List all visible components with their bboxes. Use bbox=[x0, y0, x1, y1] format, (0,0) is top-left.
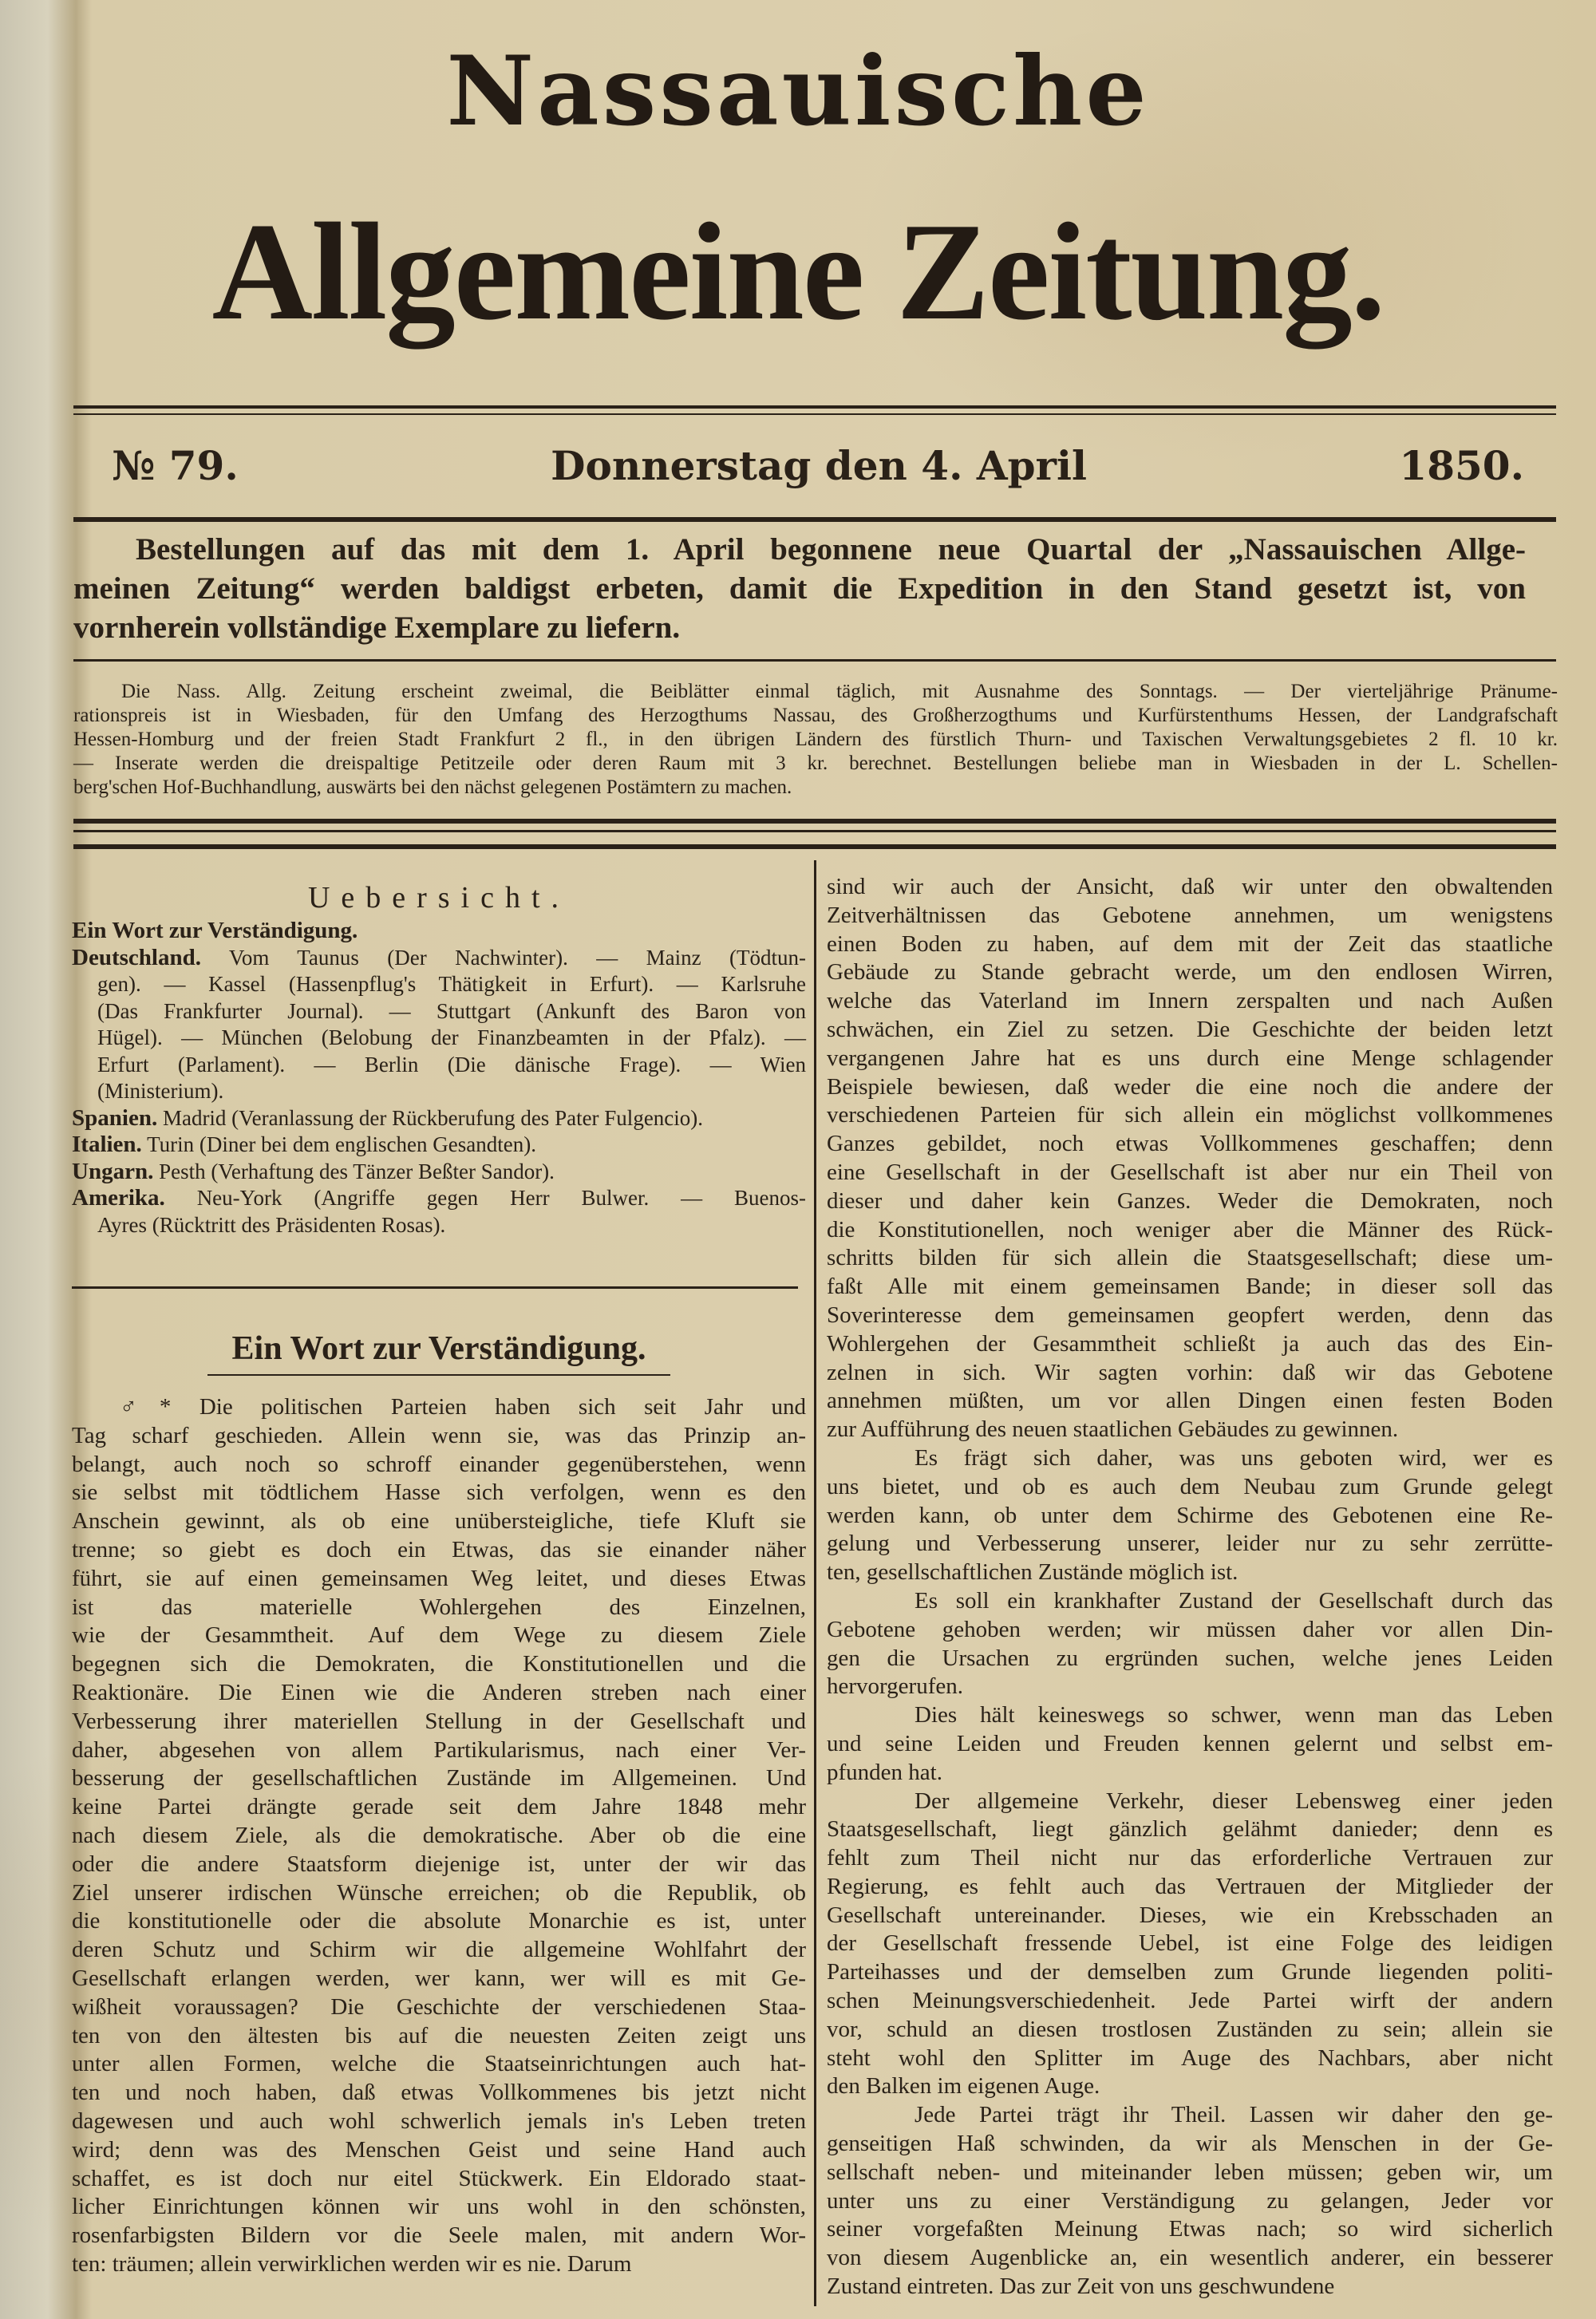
text-line: Ziel unserer irdischen Wünsche erreichen; ob die Republik, ob bbox=[72, 1879, 806, 1906]
text-line: Gesellschaft untereinander. Dieses, wie ein Krebsschaden an bbox=[827, 1902, 1553, 1928]
text-line: dagewesen und auch wohl schwerlich jemals in's Leben treten bbox=[72, 2108, 806, 2134]
text-line: Regierung, es fehlt auch das Vertrauen der Mitglieder der bbox=[827, 1873, 1553, 1899]
text-line: Gebäude zu Stande gebracht werde, um den endlosen Wirren, bbox=[827, 959, 1553, 986]
text-line: schen Meinungsverschiedenheit. Jede Partei wirft der andern bbox=[827, 1988, 1553, 2014]
text-line: unter allen Formen, welche die Staatseinrichtungen auch hat- bbox=[72, 2051, 806, 2077]
masthead-line-1: Nassauische bbox=[446, 35, 1150, 148]
article-headline: Ein Wort zur Verständigung. bbox=[231, 1330, 646, 1367]
overview-entry-text: Pesth (Verhaftung des Tänzer Beßter Sandor). bbox=[159, 1159, 555, 1183]
text-line: den Balken im eigenen Auge. bbox=[827, 2073, 1100, 2100]
text-line: zelnen in sich. Wir sagten vorhin: daß wir das Gebotene bbox=[827, 1359, 1553, 1385]
overview-entry-line bbox=[72, 945, 806, 972]
text-line: führt, sie auf einen gemeinsamen Weg leitet, und dieses Etwas bbox=[72, 1565, 806, 1591]
text-line: Hessen-Homburg und der freien Stadt Frankfurt 2 fl., in den übrigen Ländern des fürstlich Thurn- und Taxischen Verwaltungsgebietes 2 fl. 10 kr. bbox=[73, 729, 1558, 750]
overview-entry-line bbox=[72, 1185, 806, 1212]
text-line: rosenfarbigsten Bildern vor die Seele malen, mit andern Wor- bbox=[72, 2222, 806, 2249]
overview-entry-label: Ungarn. bbox=[72, 1158, 154, 1184]
text-line: ten und noch haben, daß etwas Vollkommenes bis jetzt nicht bbox=[72, 2080, 806, 2106]
overview-entry-text: (Das Frankfurter Journal). — Stuttgart (Ankunft des Baron von bbox=[97, 998, 806, 1023]
header-rule-3 bbox=[73, 844, 1556, 849]
text-line: zur Aufführung des neuen staatlichen Gebäudes zu gewinnen. bbox=[827, 1416, 1399, 1443]
text-line: die konstitutionelle oder die absolute Monarchie es ist, unter bbox=[72, 1908, 806, 1934]
text-line: steht wohl den Splitter im Auge des Nachbars, aber nicht bbox=[827, 2044, 1553, 2071]
text-line: schwächen, ein Ziel zu setzen. Die Geschichte der beiden letzt bbox=[827, 1016, 1553, 1042]
text-line: vornherein vollständige Exemplare zu liefern. bbox=[73, 610, 681, 645]
overview-entry-line bbox=[72, 1078, 806, 1105]
text-line: unter uns zu einer Verständigung zu gelangen, Jeder vor bbox=[827, 2187, 1553, 2214]
overview-entry-line bbox=[72, 1025, 806, 1052]
text-line: die Konstitutionellen, noch weniger aber die Männer des Rück- bbox=[827, 1216, 1553, 1242]
header-rule-1 bbox=[73, 819, 1556, 824]
overview-entry-line bbox=[72, 1159, 806, 1186]
masthead-rule-top bbox=[73, 405, 1556, 409]
text-line: wißheit voraussagen? Die Geschichte der verschiedenen Staa- bbox=[72, 1993, 806, 2020]
issue-number: № 79. bbox=[112, 441, 239, 489]
overview-entry-label: Spanien. bbox=[72, 1104, 158, 1131]
text-line: Verbesserung ihrer materiellen Stellung in der Gesellschaft und bbox=[72, 1708, 806, 1734]
subscription-notice bbox=[73, 530, 1526, 647]
issue-year: 1850. bbox=[1399, 441, 1524, 489]
text-line: begegnen sich die Demokraten, die Konstitutionellen und die bbox=[72, 1651, 806, 1677]
text-line: Bestellungen auf das mit dem 1. April begonnene neue Quartal der „Nassauischen Allge- bbox=[136, 532, 1526, 567]
text-line: Gesellschaft erlangen werden, wer kann, wer will es mit Ge- bbox=[72, 1965, 806, 1991]
overview-entry-label: Deutschland. bbox=[72, 944, 201, 970]
article-left-column bbox=[72, 1393, 806, 2279]
overview-list bbox=[72, 918, 806, 1239]
text-line: schritts bilden für sich allein die Staatsgesellschaft; diese um- bbox=[827, 1245, 1553, 1271]
overview-entry-text: (Ministerium). bbox=[97, 1079, 224, 1103]
text-line: licher Einrichtungen können wir uns wohl in den schönsten, bbox=[72, 2194, 806, 2220]
issue-date: Donnerstag den 4. April bbox=[551, 441, 1087, 489]
text-line: gelung und Verbesserung unserer, leider nur zu sehr zerrütte- bbox=[827, 1531, 1553, 1557]
text-line: ten von den ältesten bis auf die neuesten Zeiten zeigt uns bbox=[72, 2022, 806, 2048]
text-line: ten, gesellschaftlichen Zustände möglich ist. bbox=[827, 1559, 1238, 1586]
text-line: Beispiele bewiesen, daß weder die eine noch die andere der bbox=[827, 1073, 1553, 1100]
text-line: von diesem Augenblicke an, ein wesentlich anderer, ein besserer bbox=[827, 2245, 1553, 2271]
overview-entry-label: Italien. bbox=[72, 1132, 142, 1157]
overview-entry-line bbox=[72, 1212, 806, 1239]
overview-entry-line bbox=[72, 998, 806, 1025]
text-line: wird; denn was des Menschen Geist und seine Hand auch bbox=[72, 2136, 806, 2163]
text-line: Jede Partei trägt ihr Theil. Lassen wir daher den ge- bbox=[915, 2102, 1553, 2128]
overview-entry-text: Neu-York (Angriffe gegen Herr Bulwer. — Buenos- bbox=[196, 1186, 807, 1210]
text-line: ♂* Die politischen Parteien haben sich seit Jahr und bbox=[120, 1394, 806, 1420]
notice-rule bbox=[73, 659, 1556, 662]
masthead-title: Allgemeine Zeitung. bbox=[211, 194, 1385, 349]
overview-entry-line bbox=[72, 971, 806, 998]
text-line: sind wir auch der Ansicht, daß wir unter den obwaltenden bbox=[827, 874, 1553, 899]
text-line: annehmen müßten, um vor allen Dingen einen festen Boden bbox=[827, 1388, 1553, 1414]
text-line: Anschein gewinnt, als ob eine unübersteigliche, tiefe Kluft sie bbox=[72, 1508, 806, 1535]
text-line: — Inserate werden die dreispaltige Petitzeile oder deren Raum mit 3 kr. berechnet. Bestellungen beliebe man in Wiesbaden in der L. Schellen- bbox=[73, 753, 1558, 774]
overview-entry-text: Erfurt (Parlament). — Berlin (Die dänische Frage). — Wien bbox=[97, 1052, 806, 1077]
text-line: und seine Leiden und Freuden kennen gelernt und selbst em- bbox=[827, 1730, 1553, 1756]
text-line: Dies hält keineswegs so schwer, wenn man das Leben bbox=[915, 1702, 1553, 1728]
text-line: schaffet, es ist doch nur eitel Stückwerk. Ein Eldorado staat- bbox=[72, 2165, 806, 2191]
column-divider bbox=[814, 860, 816, 2306]
header-rule-2 bbox=[73, 830, 1556, 832]
text-line: besserung der gesellschaftlichen Zustände im Allgemeinen. Und bbox=[72, 1765, 806, 1792]
overview-entry-text: Hügel). — München (Belobung der Finanzbeamten in der Pfalz). — bbox=[97, 1025, 806, 1049]
text-line: uns bietet, und ob es auch dem Neubau zum Grunde gelegt bbox=[827, 1473, 1553, 1499]
text-line: Ganzes gebildet, noch etwas Vollkommenes geschaffen; denn bbox=[827, 1131, 1553, 1157]
text-line: oder die andere Staatsform diejenige ist, unter der wir das bbox=[72, 1851, 806, 1877]
overview-entry-text: Turin (Diner bei dem englischen Gesandten). bbox=[147, 1132, 536, 1156]
text-line: Zustand eintreten. Das zur Zeit von uns geschwundene bbox=[827, 2274, 1335, 2300]
text-line: belangt, auch noch so schroff einander gegenüberstehen, wenn bbox=[72, 1451, 806, 1477]
text-line: Staatsgesellschaft, liegt gänzlich gelähmt danieder; denn es bbox=[827, 1816, 1553, 1843]
text-line: verschiedenen Parteien für sich allein ein möglichst vollkommenes bbox=[827, 1102, 1553, 1128]
overview-entry-text: gen). — Kassel (Hassenpflug's Thätigkeit in Erfurt). — Karlsruhe bbox=[97, 972, 806, 996]
text-line: sellschaft neben- und miteinander leben müssen; geben wir, um bbox=[827, 2159, 1553, 2185]
text-line: einen Boden zu haben, auf dem mit der Zeit das staatliche bbox=[827, 930, 1553, 957]
overview-entry-text: Ayres (Rücktritt des Präsidenten Rosas). bbox=[97, 1212, 446, 1237]
overview-rule bbox=[72, 1286, 798, 1289]
overview-entry-line bbox=[72, 1052, 806, 1079]
text-line: Die Nass. Allg. Zeitung erscheint zweimal, die Beiblätter einmal täglich, mit Ausnahme des Sonntags. — Der vierteljährige Pränume- bbox=[121, 681, 1558, 702]
text-line: trenne; so giebt es doch ein Etwas, das sie einander näher bbox=[72, 1536, 806, 1562]
text-line: eine Gesellschaft in der Gesellschaft ist aber nur ein Theil von bbox=[827, 1159, 1553, 1185]
text-line: daher, abgesehen von allem Partikularismus, nach einer Ver- bbox=[72, 1736, 806, 1763]
text-line: berg'schen Hof-Buchhandlung, auswärts bei den nächst gelegenen Postämtern zu machen. bbox=[73, 776, 792, 798]
text-line: fehlt zum Theil nicht nur das erforderliche Vertrauen zur bbox=[827, 1845, 1553, 1871]
text-line: seiner vorgefaßten Meinung Etwas nach; so wird sicherlich bbox=[827, 2216, 1553, 2242]
text-line: Der allgemeine Verkehr, dieser Lebensweg einer jeden bbox=[915, 1788, 1553, 1814]
headline-underline bbox=[207, 1374, 670, 1376]
text-line: hervorgerufen. bbox=[827, 1673, 963, 1700]
text-line: vergangenen Jahre hat es uns durch eine Menge schlagender bbox=[827, 1045, 1553, 1071]
text-line: Zeitverhältnissen das Gebotene annehmen, um wenigstens bbox=[827, 902, 1553, 928]
text-line: welche das Vaterland im Innern zerspalten und nach Außen bbox=[827, 988, 1553, 1014]
overview-entry-label: Amerika. bbox=[72, 1185, 165, 1211]
text-line: deren Schutz und Schirm wir die allgemeine Wohlfahrt der bbox=[72, 1937, 806, 1963]
text-line: meinen Zeitung“ werden baldigst erbeten, damit die Expedition in den Stand gesetzt ist, von bbox=[73, 571, 1526, 606]
text-line: der Gesellschaft fressende Uebel, ist eine Folge des leidigen bbox=[827, 1930, 1553, 1957]
text-line: gen die Ursachen zu ergründen suchen, welche jenes Leiden bbox=[827, 1645, 1553, 1671]
text-line: Wohlergehen der Gesammtheit schließt ja auch das des Ein- bbox=[827, 1330, 1553, 1357]
text-line: rationspreis ist in Wiesbaden, für den Umfang des Herzogthums Nassau, des Großherzogthums und Kurfürstenthums Hessen, der Landgrafschaft bbox=[73, 705, 1558, 726]
dateline-rule bbox=[73, 517, 1556, 522]
overview-entry-label: Ein Wort zur Verständigung. bbox=[72, 918, 358, 943]
text-line: ten: träumen; allein verwirklichen werden wir es nie. Darum bbox=[72, 2250, 632, 2277]
text-line: wie der Gesammtheit. Auf dem Wege zu diesem Ziele bbox=[72, 1622, 806, 1649]
text-line: Reaktionäre. Die Einen wie die Anderen streben nach einer bbox=[72, 1679, 806, 1705]
text-line: Parteihasses und der demselben zum Grunde liegenden politi- bbox=[827, 1959, 1553, 1985]
text-line: Tag scharf geschieden. Allein wenn sie, was das Prinzip an- bbox=[72, 1422, 806, 1448]
publication-terms bbox=[73, 680, 1558, 800]
text-line: ist das materielle Wohlergehen des Einzelnen, bbox=[72, 1594, 806, 1620]
text-line: genseitigen Haß schwinden, da wir als Menschen in der Ge- bbox=[827, 2131, 1553, 2157]
text-line: Es soll ein krankhafter Zustand der Gesellschaft durch das bbox=[915, 1587, 1553, 1614]
dateline bbox=[112, 437, 1524, 493]
article-right-column bbox=[827, 873, 1553, 2301]
text-line: keine Partei drängte gerade seit dem Jahre 1848 mehr bbox=[72, 1794, 806, 1820]
overview-title: Uebersicht. bbox=[307, 881, 571, 915]
overview-entry-line bbox=[72, 1105, 806, 1132]
text-line: Es frägt sich daher, was uns geboten wird, wer es bbox=[915, 1444, 1553, 1471]
text-line: Soverinteresse dem gemeinsamen geopfert werden, denn das bbox=[827, 1302, 1553, 1328]
text-line: Gebotene gehoben werden; wir müssen daher vor allen Din- bbox=[827, 1616, 1553, 1642]
masthead-rule-bottom bbox=[73, 413, 1556, 415]
overview-entry-line bbox=[72, 918, 806, 945]
overview-entry-text: Madrid (Veranlassung der Rückberufung des Pater Fulgencio). bbox=[162, 1105, 704, 1130]
text-line: nach diesem Ziele, als die demokratische. Aber ob die eine bbox=[72, 1822, 806, 1848]
overview-entry-line bbox=[72, 1132, 806, 1159]
overview-entry-text: Vom Taunus (Der Nachwinter). — Mainz (Tödtun- bbox=[228, 945, 807, 970]
text-line: vor, schuld an diesen trostlosen Zuständen zu sein; allein sie bbox=[827, 2016, 1553, 2042]
text-line: faßt Alle mit einem gemeinsamen Bande; in dieser soll das bbox=[827, 1274, 1553, 1300]
text-line: dieser und daher kein Ganzes. Weder die Demokraten, noch bbox=[827, 1187, 1553, 1214]
text-line: pfunden hat. bbox=[827, 1759, 942, 1785]
text-line: werden kann, ob unter dem Schirme des Gebotenen eine Re- bbox=[827, 1502, 1553, 1528]
text-line: sie selbst mit tödtlichem Hasse sich verfolgen, wenn es den bbox=[72, 1479, 806, 1506]
